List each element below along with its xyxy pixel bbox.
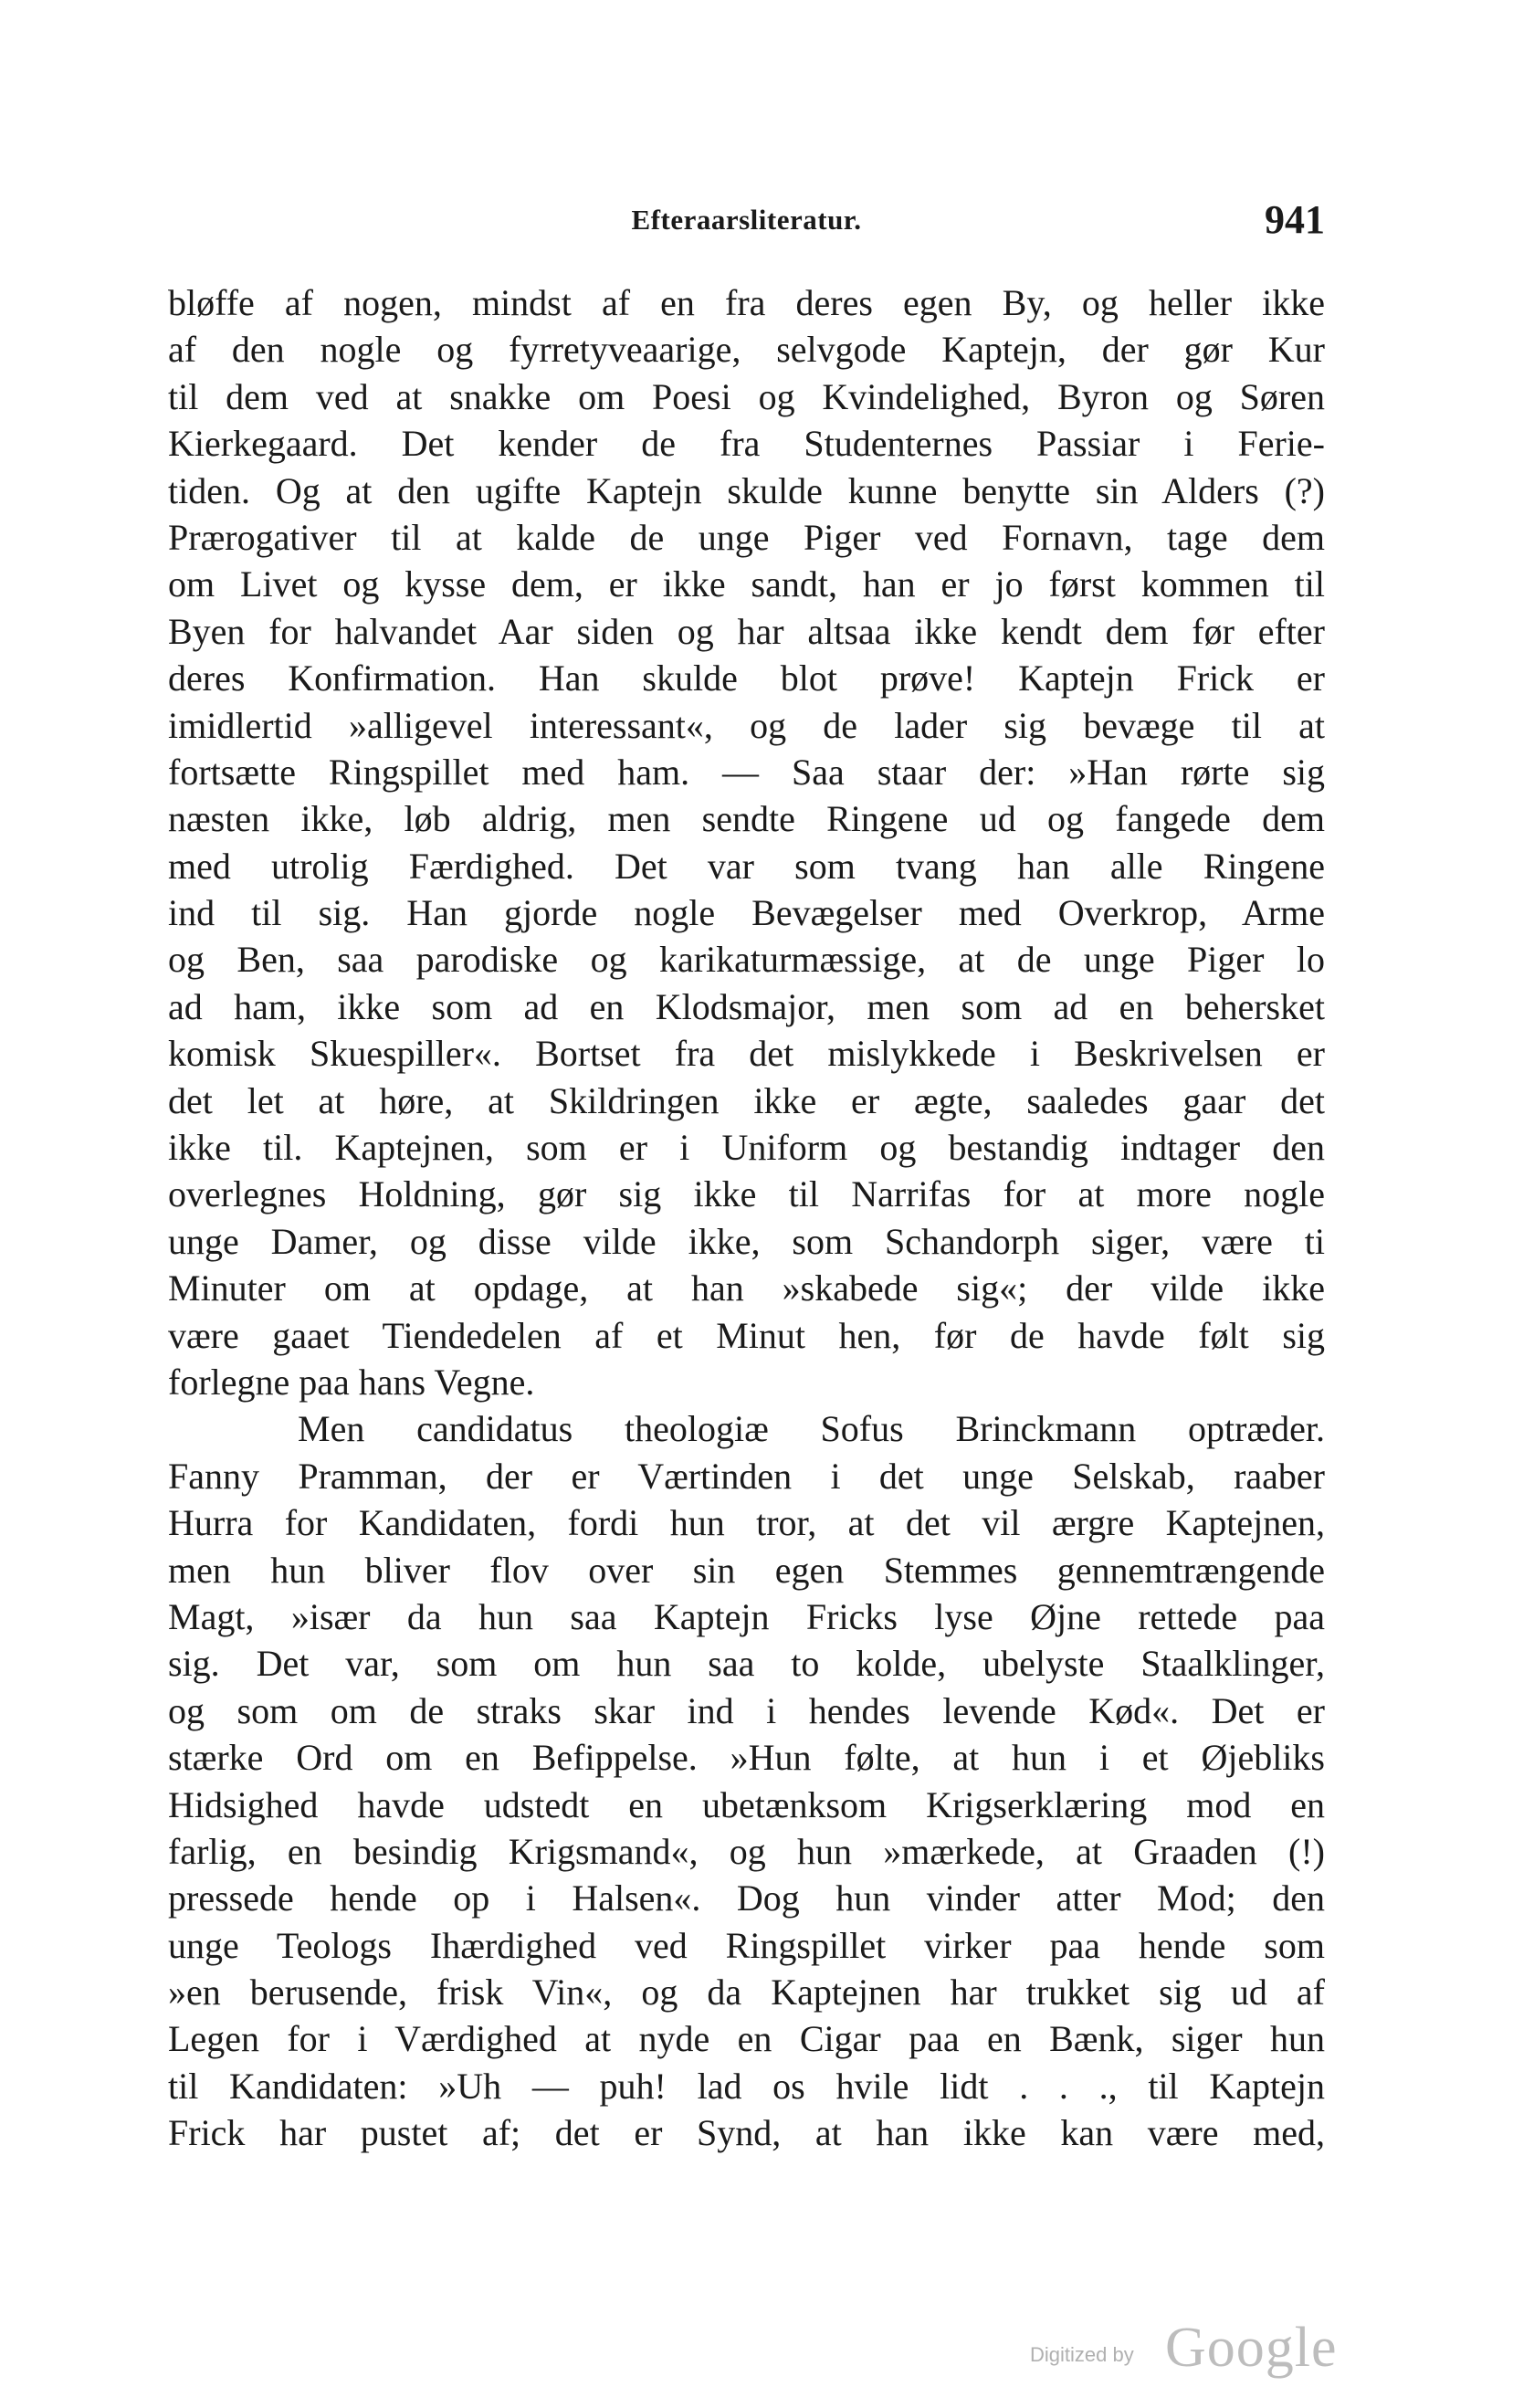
text-line: og Ben, saa parodiske og karikaturmæssige, at de unge Piger lo (168, 939, 1325, 981)
text-line: fortsætte Ringspillet med ham. — Saa staar der: »Han rørte sig (168, 751, 1325, 793)
text-line: Byen for halvandet Aar siden og har altsaa ikke kendt dem før efter (168, 610, 1325, 652)
text-line: komisk Skuespiller«. Bortset fra det mislykkede i Beskrivelsen er (168, 1033, 1325, 1075)
running-head (168, 196, 1325, 251)
text-line: imidlertid »alligevel interessant«, og de lader sig bevæge til at (168, 704, 1325, 746)
text-line: tiden. Og at den ugifte Kaptejn skulde kunne benytte sin Alders (?) (168, 469, 1325, 511)
text-line: sig. Det var, som om hun saa to kolde, ubelyste Staalklinger, (168, 1643, 1325, 1685)
text-line: Hidsighed havde udstedt en ubetænksom Krigserklæring mod en (168, 1783, 1325, 1825)
text-line: farlig, en besindig Krigsmand«, og hun »mærkede, at Graaden (!) (168, 1830, 1325, 1872)
text-line: være gaaet Tiendedelen af et Minut hen, før de havde følt sig (168, 1314, 1325, 1356)
watermark-prefix: Digitized by (1030, 2343, 1134, 2366)
text-line: bløffe af nogen, mindst af en fra deres egen By, og heller ikke (168, 282, 1325, 323)
text-line: unge Damer, og disse vilde ikke, som Schandorph siger, være ti (168, 1220, 1325, 1262)
text-line: næsten ikke, løb aldrig, men sendte Ringene ud og fangede dem (168, 798, 1325, 840)
text-line: Frick har pustet af; det er Synd, at han ikke kan være med, (168, 2112, 1325, 2154)
text-line: unge Teologs Ihærdighed ved Ringspillet virker paa hende som (168, 1924, 1325, 1966)
text-line: »en berusende, frisk Vin«, og da Kaptejnen har trukket sig ud af (168, 1972, 1325, 2014)
text-line: Kierkegaard. Det kender de fra Studenternes Passiar i Ferie- (168, 423, 1325, 465)
text-line: overlegnes Holdning, gør sig ikke til Narrifas for at more nogle (168, 1173, 1325, 1215)
text-line: Magt, »især da hun saa Kaptejn Fricks lyse Øjne rettede paa (168, 1595, 1325, 1637)
page-number: 941 (1265, 197, 1325, 242)
text-line: pressede hende op i Halsen«. Dog hun vinder atter Mod; den (168, 1877, 1325, 1919)
text-line: Hurra for Kandidaten, fordi hun tror, at det vil ærgre Kaptejnen, (168, 1502, 1325, 1544)
text-line: og som om de straks skar ind i hendes levende Kød«. Det er (168, 1689, 1325, 1731)
body-text (168, 279, 1325, 2157)
text-line: til dem ved at snakke om Poesi og Kvindelighed, Byron og Søren (168, 375, 1325, 417)
paragraph-end-line: forlegne paa hans Vegne. (168, 1361, 535, 1403)
text-line: Minuter om at opdage, at han »skabede sig«; der vilde ikke (168, 1267, 1325, 1309)
text-line: om Livet og kysse dem, er ikke sandt, han er jo først kommen til (168, 563, 1325, 605)
text-line: ikke til. Kaptejnen, som er i Uniform og bestandig indtager den (168, 1127, 1325, 1169)
text-line: ind til sig. Han gjorde nogle Bevægelser med Overkrop, Arme (168, 892, 1325, 934)
text-line: deres Konfirmation. Han skulde blot prøve! Kaptejn Frick er (168, 657, 1325, 699)
text-line: stærke Ord om en Befippelse. »Hun følte, at hun i et Øjebliks (168, 1737, 1325, 1779)
text-line: det let at høre, at Skildringen ikke er ægte, saaledes gaar det (168, 1079, 1325, 1121)
text-line: til Kandidaten: »Uh — puh! lad os hvile lidt . . ., til Kaptejn (168, 2065, 1325, 2107)
google-logo: Google (1165, 2317, 1338, 2379)
text-line: Legen for i Værdighed at nyde en Cigar paa en Bænk, siger hun (168, 2018, 1325, 2060)
text-line: Fanny Pramman, der er Værtinden i det unge Selskab, raaber (168, 1455, 1325, 1497)
text-line: med utrolig Færdighed. Det var som tvang han alle Ringene (168, 845, 1325, 887)
digitized-by-google-watermark (1030, 2316, 1340, 2380)
text-line: Prærogativer til at kalde de unge Piger ved Fornavn, tage dem (168, 516, 1325, 558)
text-line: men hun bliver flov over sin egen Stemmes gennemtrængende (168, 1549, 1325, 1591)
paragraph-start-line: Men candidatus theologiæ Sofus Brinckmann optræder. (298, 1408, 1325, 1450)
running-title: Efteraarsliteratur. (631, 204, 862, 236)
text-line: ad ham, ikke som ad en Klodsmajor, men som ad en behersket (168, 985, 1325, 1027)
text-line: af den nogle og fyrretyveaarige, selvgode Kaptejn, der gør Kur (168, 329, 1325, 371)
